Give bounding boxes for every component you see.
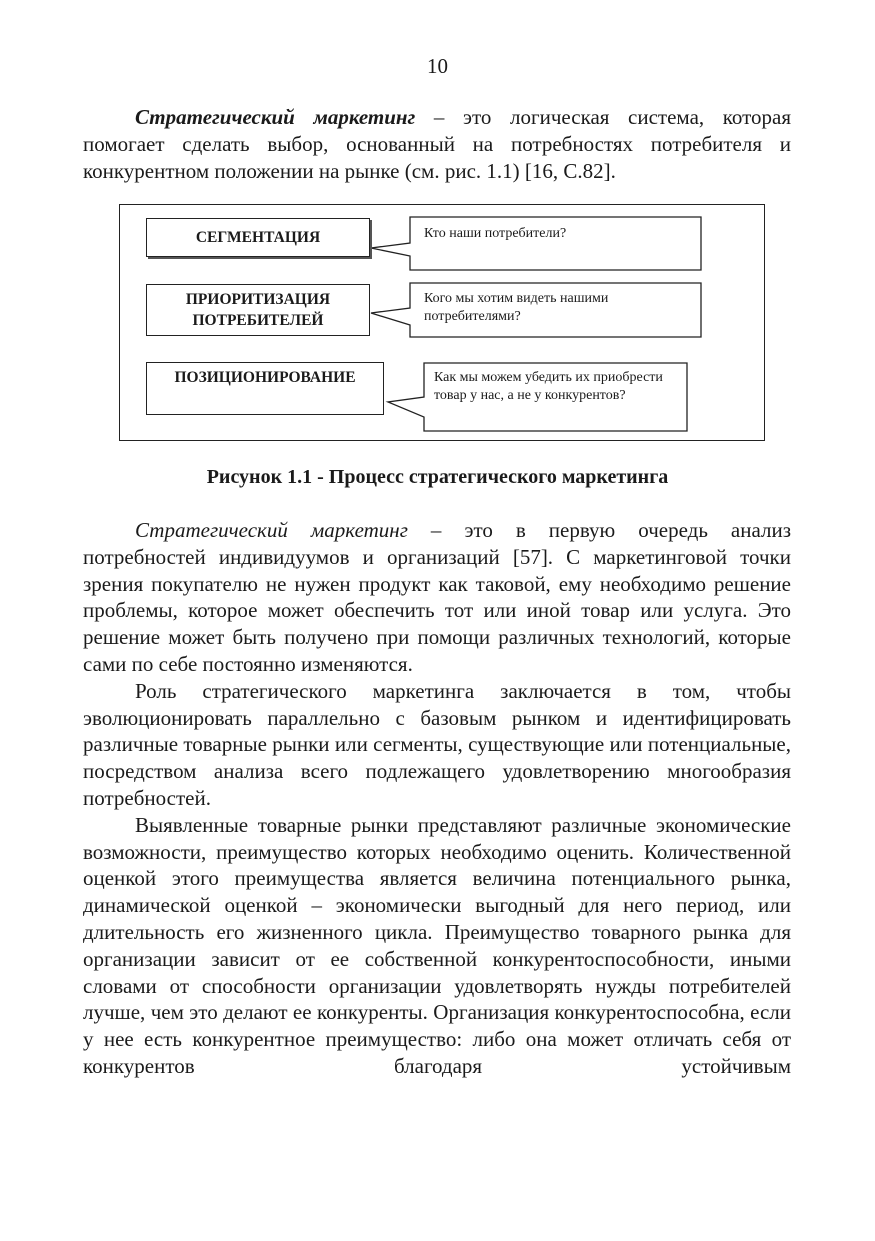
body-text	[83, 517, 791, 1080]
intro-text: – это логическая система, которая помогает сделать выбор, основанный на потребностях потребителя и конкурентном положении на рынке (см. рис. 1.1) [16, С.82].	[83, 105, 791, 183]
segmentation-label: СЕГМЕНТАЦИЯ	[195, 229, 321, 246]
figure-1-1	[119, 204, 765, 441]
paragraph-1-term: Стратегический маркетинг	[135, 518, 408, 542]
positioning-question: Как мы можем убедить их приобрести товар у нас, а не у конкурентов?	[434, 370, 663, 403]
paragraph-2: Роль стратегического маркетинга заключается в том, чтобы эволюционировать параллельно с базовым рынком и идентифицировать различные товарные рынки или сегменты, существующие или потенциальные, посредством анализа всего подлежащего удовлетворению многообразия потребностей.	[83, 678, 791, 810]
segmentation-box	[146, 218, 370, 257]
prioritization-label-line2: ПОТРЕБИТЕЛЕЙ	[192, 312, 324, 329]
figure-caption: Рисунок 1.1 - Процесс стратегического маркетинга	[206, 466, 669, 488]
paragraph-3: Выявленные товарные рынки представляют различные экономические возможности, преимущество которых необходимо оценить. Количественной оценкой этого преимущества является величина потенциального рынка, динамической оценкой – экономически выгодный для него период, или длительность его жизненного цикла. Преимущество товарного рынка для организации зависит от ее собственной конкурентоспособности, иными словами от способности организации удовлетворять нужды потребителей лучше, чем это делают ее конкуренты. Организация конкурентоспособна, если у нее есть конкурентное преимущество: либо она может отличать себя от конкурентов благодаря устойчивым	[83, 812, 791, 1078]
page-number: 10	[427, 54, 448, 78]
prioritization-box	[146, 284, 370, 336]
prioritization-question: Кого мы хотим видеть нашими потребителями?	[424, 291, 609, 324]
positioning-label: ПОЗИЦИОНИРОВАНИЕ	[174, 369, 356, 386]
positioning-box	[146, 362, 384, 415]
prioritization-label-line1: ПРИОРИТИЗАЦИЯ	[185, 291, 331, 308]
intro-paragraph	[83, 104, 791, 184]
paragraph-1-text: – это в первую очередь анализ потребностей индивидуумов и организаций [57]. С маркетинговой точки зрения покупателю не нужен продукт как таковой, ему необходимо решение проблемы, которое может обеспечить тот или иной товар или услуга. Это решение может быть получено при помощи различных технологий, которые сами по себе постоянно изменяются.	[83, 518, 791, 676]
segmentation-question: Кто наши потребители?	[424, 226, 567, 241]
intro-term: Стратегический маркетинг	[135, 105, 416, 129]
paragraph-1	[83, 517, 791, 678]
